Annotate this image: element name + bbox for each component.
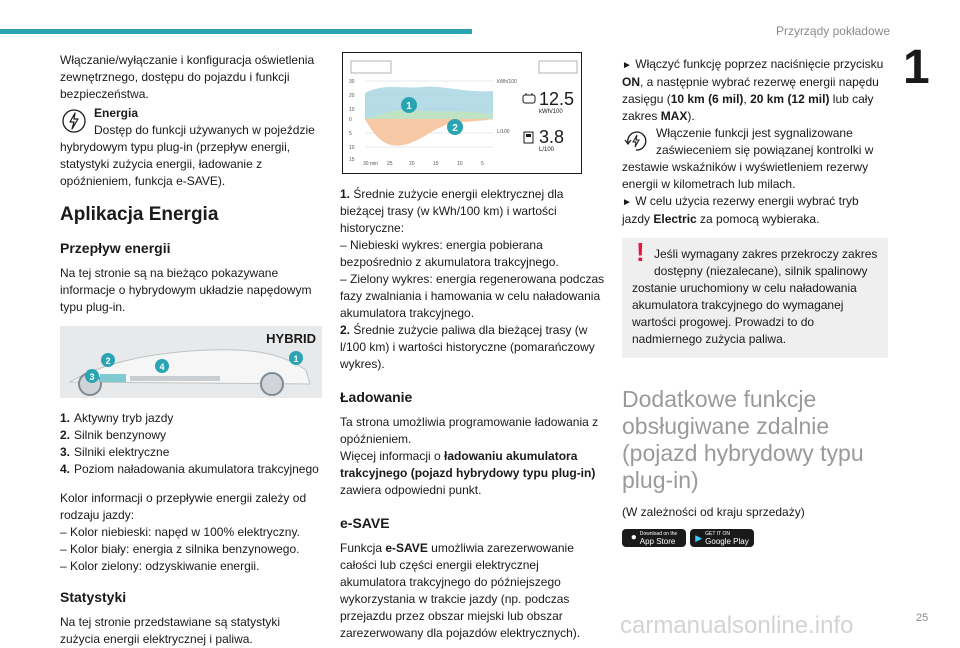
google-play-badge[interactable]: ▶ GET IT ON Google Play xyxy=(690,529,754,547)
charging-more: Więcej informacji o ładowaniu akumulatora trakcyjnego (pojazd hybrydowy typu plug-in) zawiera odpowiedni punkt. xyxy=(340,449,596,497)
marker-4: 4 xyxy=(159,362,165,372)
hybrid-flow-illustration xyxy=(60,326,322,398)
legend-item: 1. Aktywny tryb jazdy xyxy=(60,411,174,425)
x-tick: 25 xyxy=(387,161,393,167)
stats-title: Statystyki xyxy=(60,589,127,605)
flow-legend xyxy=(60,410,322,478)
kwh-unit: kWh/100 xyxy=(539,109,563,115)
y-tick: 10 xyxy=(349,145,355,151)
y-tick: 30 xyxy=(349,79,355,85)
x-tick: 20 xyxy=(409,161,415,167)
chart-marker-2: 2 xyxy=(452,123,458,134)
apple-icon: ● xyxy=(630,532,637,543)
column-2 xyxy=(340,52,606,642)
indicator-line1: Włączenie funkcji jest sygnalizowane xyxy=(656,126,853,140)
play-icon: ▶ xyxy=(695,533,703,543)
energia-description: hybrydowym typu plug-in (przepływ energii, statystyki zużycia energii, ładowanie z opóźnieniem, funkcja e-SAVE). xyxy=(60,140,291,188)
y-tick: 20 xyxy=(349,93,355,99)
flow-text: Na tej stronie są na bieżąco pokazywane informacje o hybrydowym układzie napędowym typu plug-in. xyxy=(60,266,312,314)
fuel-pump-icon xyxy=(524,132,533,143)
warning-text: zostanie uruchomiony w celu naładowania akumulatora trakcyjnego do wymaganej wartości progowej. Prowadzi to do nadmiernego zużycia paliwa. xyxy=(632,281,857,346)
column-1 xyxy=(60,52,322,648)
hybrid-label: HYBRID xyxy=(266,331,316,346)
color-blue: – Kolor niebieski: napęd w 100% elektryczny. xyxy=(60,525,300,539)
y-tick: 5 xyxy=(349,131,352,137)
x-tick: 10 xyxy=(457,161,463,167)
marker-1: 1 xyxy=(293,354,299,364)
chapter-number: 1 xyxy=(903,41,930,94)
extra-note: (W zależności od kraju sprzedaży) xyxy=(622,505,805,519)
warning-box xyxy=(622,238,888,358)
app-store-badge[interactable]: ● Download on the App Store xyxy=(622,529,686,547)
color-intro: Kolor informacji o przepływie energii zależy od rodzaju jazdy: xyxy=(60,491,307,522)
chart-desc-2: 2. Średnie zużycie paliwa dla bieżącej trasy (w l/100 km) i wartości historyczne (pomarańczowy wykres). xyxy=(340,323,595,371)
watermark: carmanualsonline.info xyxy=(620,612,854,639)
stats-text: Na tej stronie przedstawiane są statystyki zużycia energii elektrycznej i paliwa. xyxy=(60,615,281,646)
kwh-value: 12.5 xyxy=(539,89,575,109)
intro-text: Włączanie/wyłączanie i konfiguracja oświetlenia zewnętrznego, dostępu do pojazdu i funkcji bezpieczeństwa. xyxy=(60,53,315,101)
x-tick: 5 xyxy=(481,161,484,167)
charging-title: Ładowanie xyxy=(340,389,413,405)
color-green: – Kolor zielony: odzyskiwanie energii. xyxy=(60,559,260,573)
extra-functions-title: Dodatkowe funkcje obsługiwane zdalnie (pojazd hybrydowy typu plug-in) xyxy=(622,386,864,493)
chart-dash-1: – Niebieski wykres: energia pobierana bezpośrednio z akumulatora trakcyjnego. xyxy=(340,238,559,269)
warning-first: Jeśli wymagany zakres przekroczy zakres dostępny (niezalecane), silnik spalinowy xyxy=(654,247,878,278)
store-badges xyxy=(622,529,888,547)
axis-unit-bottom: L/100 xyxy=(497,129,510,135)
color-white: – Kolor biały: energia z silnika benzynowego. xyxy=(60,542,300,556)
fuel-unit: L/100 xyxy=(539,147,555,153)
step-1: ► Włączyć funkcję poprzez naciśnięcie przycisku ON, a następnie wybrać rezerwę energii napędu zasięgu (10 km (6 mil), 20 km (12 mil) lub cały zakres MAX). xyxy=(622,57,884,123)
x-tick: 30 min xyxy=(363,161,379,167)
marker-3: 3 xyxy=(89,372,95,382)
energia-line1: Dostęp do funkcji używanych w pojeździe xyxy=(94,123,315,137)
x-tick: 15 xyxy=(433,161,439,167)
energia-title: Energia xyxy=(94,106,139,120)
esave-reserve-icon xyxy=(622,127,650,155)
page-number: 25 xyxy=(916,612,929,624)
indicator-line2: zaświeceniem się powiązanej kontrolki w xyxy=(656,143,874,157)
legend-item: 3. Silniki elektryczne xyxy=(60,445,170,459)
indicator-description: zestawie wskaźników i wyświetleniem rezerwy energii w kilometrach lub milach. xyxy=(622,160,869,191)
esave-text: Funkcja e-SAVE umożliwia zarezerwowanie całości lub części energii elektrycznej akumulatora trakcyjnego do późniejszego wykorzystania w trakcie jazdy (np. podczas przejazdu przez obszar miejski lub obszar zarezerwowany dla pojazdów elektrycznych). xyxy=(340,541,581,640)
warning-icon: ! xyxy=(636,237,645,267)
chart-dash-2: – Zielony wykres: energia regenerowana podczas fazy zwalniania i hamowania w celu naładowania akumulatora trakcyjnego. xyxy=(340,272,605,320)
app-title: Aplikacja Energia xyxy=(60,204,219,225)
column-3 xyxy=(622,56,888,547)
top-accent-bar xyxy=(0,29,472,34)
section-title: Przyrządy pokładowe xyxy=(775,24,890,38)
energy-bolt-icon xyxy=(60,107,88,135)
fuel-value: 3.8 xyxy=(539,127,565,147)
axis-unit-top: kWh/100 xyxy=(497,79,517,85)
indicator-entry xyxy=(622,125,888,159)
charging-text: Ta strona umożliwia programowanie ładowania z opóźnieniem. xyxy=(340,415,599,446)
y-tick: 10 xyxy=(349,107,355,113)
y-tick: 0 xyxy=(349,117,352,123)
y-tick: 15 xyxy=(349,157,355,163)
plug-icon xyxy=(523,93,535,103)
energia-entry xyxy=(60,105,322,139)
legend-item: 4. Poziom naładowania akumulatora trakcyjnego xyxy=(60,462,319,476)
legend-item: 2. Silnik benzynowy xyxy=(60,428,167,442)
step-2: ► W celu użycia rezerwy energii wybrać tryb jazdy Electric za pomocą wybieraka. xyxy=(622,194,859,226)
marker-2: 2 xyxy=(105,356,111,366)
esave-title: e-SAVE xyxy=(340,515,390,531)
consumption-chart xyxy=(342,52,582,174)
chart-desc-1: 1. Średnie zużycie energii elektrycznej dla bieżącej trasy (w kWh/100 km) i wartości historyczne: xyxy=(340,187,564,235)
chart-marker-1: 1 xyxy=(406,101,412,112)
flow-title: Przepływ energii xyxy=(60,240,171,256)
